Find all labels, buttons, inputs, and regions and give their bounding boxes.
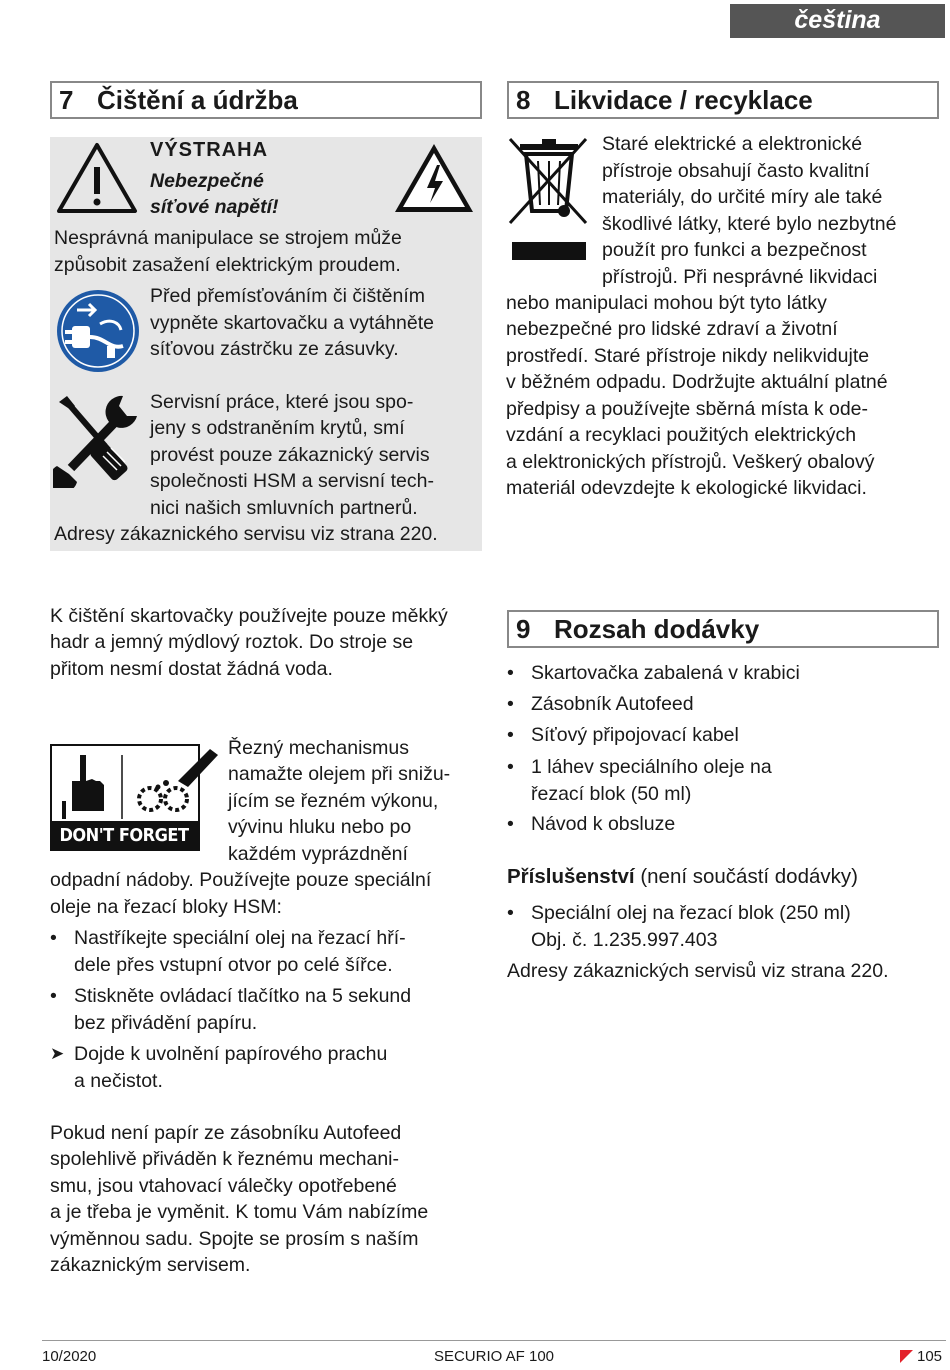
oil-line-3: jícím se řezném výkonu, xyxy=(228,790,439,812)
disposal-line: vzdání a recyklaci použitých elektrických xyxy=(506,424,857,446)
service-line-2: jeny s odstraněním krytů, smí xyxy=(150,417,405,439)
result-arrow-marker: ➤ xyxy=(50,1044,65,1064)
delivery-item: Skartovačka zabalená v krabici xyxy=(531,662,800,684)
disposal-line: nebo manipulaci mohou být tyto látky xyxy=(506,292,827,314)
bullet-marker: • xyxy=(50,985,57,1007)
bullet-marker: • xyxy=(507,724,514,746)
service-line-1: Servisní práce, které jsou spo- xyxy=(150,391,414,413)
delivery-item: 1 láhev speciálního oleje na xyxy=(531,756,772,778)
step-line: Stiskněte ovládací tlačítko na 5 sekund xyxy=(74,985,412,1007)
list-item xyxy=(507,811,675,838)
bullet-marker: • xyxy=(507,813,514,835)
footer-date: 10/2020 xyxy=(42,1348,97,1365)
section-7-heading xyxy=(50,81,482,119)
bullet-marker: • xyxy=(50,927,57,949)
clean-line-1: K čištění skartovačky používejte pouze měkký xyxy=(50,605,448,627)
dont-forget-oil-icon xyxy=(50,741,220,851)
oil-line-4: vývinu hluku nebo po xyxy=(228,816,412,838)
disposal-line: škodlivé látky, které bylo nezbytné xyxy=(602,213,897,235)
step-line: dele přes vstupní otvor po celé šířce. xyxy=(74,953,393,976)
unplug-line-3: síťovou zástrčku ze zásuvky. xyxy=(150,338,399,360)
autofeed-line-4: a je třeba je vyměnit. K tomu Vám nabízíme xyxy=(50,1201,429,1223)
section-title: Likvidace / recyklace xyxy=(554,85,813,115)
disposal-line: a elektronických přístrojů. Veškerý obalový xyxy=(506,451,875,473)
autofeed-line-2: spolehlivě přiváděn k řeznému mechani- xyxy=(50,1148,400,1170)
section-title: Rozsah dodávky xyxy=(554,614,760,644)
clean-line-3: přitom nesmí dostat žádná voda. xyxy=(50,658,333,680)
oil-line-2: namažte olejem při snižu- xyxy=(228,763,451,785)
oil-line-1: Řezný mechanismus xyxy=(228,737,409,759)
tools-icon xyxy=(53,392,143,488)
warning-line-2: způsobit zasažení elektrickým proudem. xyxy=(54,254,401,276)
disposal-line: Staré elektrické a elektronické xyxy=(602,133,863,155)
disposal-line: prostředí. Staré přístroje nikdy nelikvidujte xyxy=(506,345,870,367)
disposal-line: materiály, do určité míry ale také xyxy=(602,186,883,208)
footer-page-number: 105 xyxy=(917,1348,943,1365)
weee-bin-icon xyxy=(506,135,592,265)
list-item xyxy=(507,691,694,718)
accessories-note: (není součástí dodávky) xyxy=(634,865,858,888)
disposal-line: nebezpečné pro lidské zdraví a životní xyxy=(506,318,838,340)
page-corner-marker-icon xyxy=(900,1350,913,1363)
disposal-line: předpisy a používejte sběrná místa k ode- xyxy=(506,398,869,420)
accessory-order-number: Obj. č. 1.235.997.403 xyxy=(531,928,718,951)
delivery-item: Zásobník Autofeed xyxy=(531,693,694,715)
warning-line-1: Nesprávná manipulace se strojem může xyxy=(54,227,402,249)
unplug-line-2: vypněte skartovačku a vytáhněte xyxy=(150,312,434,334)
autofeed-line-1: Pokud není papír ze zásobníku Autofeed xyxy=(50,1122,402,1144)
autofeed-line-3: smu, jsou vtahovací válečky opotřebené xyxy=(50,1175,397,1197)
service-address: Adresy zákaznického servisu viz strana 220. xyxy=(54,523,438,545)
service-address-2: Adresy zákaznických servisů viz strana 220. xyxy=(507,960,889,982)
section-number: 9 xyxy=(516,614,531,644)
bullet-marker: • xyxy=(507,902,514,924)
accessory-item: Speciální olej na řezací blok (250 ml) xyxy=(531,902,851,924)
autofeed-line-5: výměnnou sadu. Spojte se prosím s naším xyxy=(50,1228,419,1250)
step-line: bez přivádění papíru. xyxy=(74,1011,258,1034)
service-line-5: nici našich smluvních partnerů. xyxy=(150,497,418,519)
high-voltage-icon xyxy=(392,141,476,215)
section-number: 7 xyxy=(59,85,74,115)
autofeed-line-6: zákaznickým servisem. xyxy=(50,1254,251,1276)
warning-triangle-icon xyxy=(55,141,139,215)
accessories-heading xyxy=(507,864,858,891)
section-8-heading xyxy=(507,81,939,119)
unplug-line-1: Před přemísťováním či čištěním xyxy=(150,285,425,307)
language-tab: čeština xyxy=(730,4,945,38)
disposal-line: materiál odevzdejte k ekologické likvidaci. xyxy=(506,477,867,499)
unplug-icon xyxy=(55,288,141,374)
oil-line-5: každém vyprázdnění xyxy=(228,843,408,865)
delivery-item-continued: řezací blok (50 ml) xyxy=(531,782,692,805)
bullet-marker: • xyxy=(507,693,514,715)
service-line-3: provést pouze zákaznický servis xyxy=(150,444,430,466)
section-number: 8 xyxy=(516,85,531,115)
delivery-item: Síťový připojovací kabel xyxy=(531,724,739,746)
list-item xyxy=(50,925,406,978)
step-line: Nastříkejte speciální olej na řezací hří- xyxy=(74,927,406,949)
accessories-title: Příslušenství xyxy=(507,865,635,888)
bullet-marker: • xyxy=(507,756,514,778)
step-line: a nečistot. xyxy=(74,1069,163,1092)
warning-title: VÝSTRAHA xyxy=(150,139,269,161)
bullet-marker: • xyxy=(507,662,514,684)
warning-subtitle-2: síťové napětí! xyxy=(150,196,279,218)
service-line-4: společnosti HSM a servisní tech- xyxy=(150,470,434,492)
footer-divider xyxy=(42,1340,946,1341)
disposal-line: v běžném odpadu. Dodržujte aktuální platné xyxy=(506,371,888,393)
delivery-item: Návod k obsluze xyxy=(531,813,676,835)
oil-line-6: odpadní nádoby. Používejte pouze speciální xyxy=(50,869,432,891)
list-item xyxy=(507,722,739,749)
section-title: Čištění a údržba xyxy=(97,85,298,115)
step-line: Dojde k uvolnění papírového prachu xyxy=(74,1043,388,1065)
disposal-line: použít pro funkci a bezpečnost xyxy=(602,239,867,261)
footer-product: SECURIO AF 100 xyxy=(433,1348,555,1365)
list-item xyxy=(507,900,851,953)
oil-line-7: oleje na řezací bloky HSM: xyxy=(50,896,282,918)
disposal-line: přístrojů. Při nesprávné likvidaci xyxy=(602,266,878,288)
warning-subtitle-1: Nebezpečné xyxy=(150,170,264,192)
list-item xyxy=(50,1041,387,1094)
disposal-line: přístroje obsahují často kvalitní xyxy=(602,160,870,182)
dont-forget-label: DON'T FORGET xyxy=(59,825,189,846)
section-9-heading xyxy=(507,610,939,648)
list-item xyxy=(50,983,411,1036)
clean-line-2: hadr a jemný mýdlový roztok. Do stroje se xyxy=(50,631,414,653)
list-item xyxy=(507,660,800,687)
list-item xyxy=(507,754,772,807)
